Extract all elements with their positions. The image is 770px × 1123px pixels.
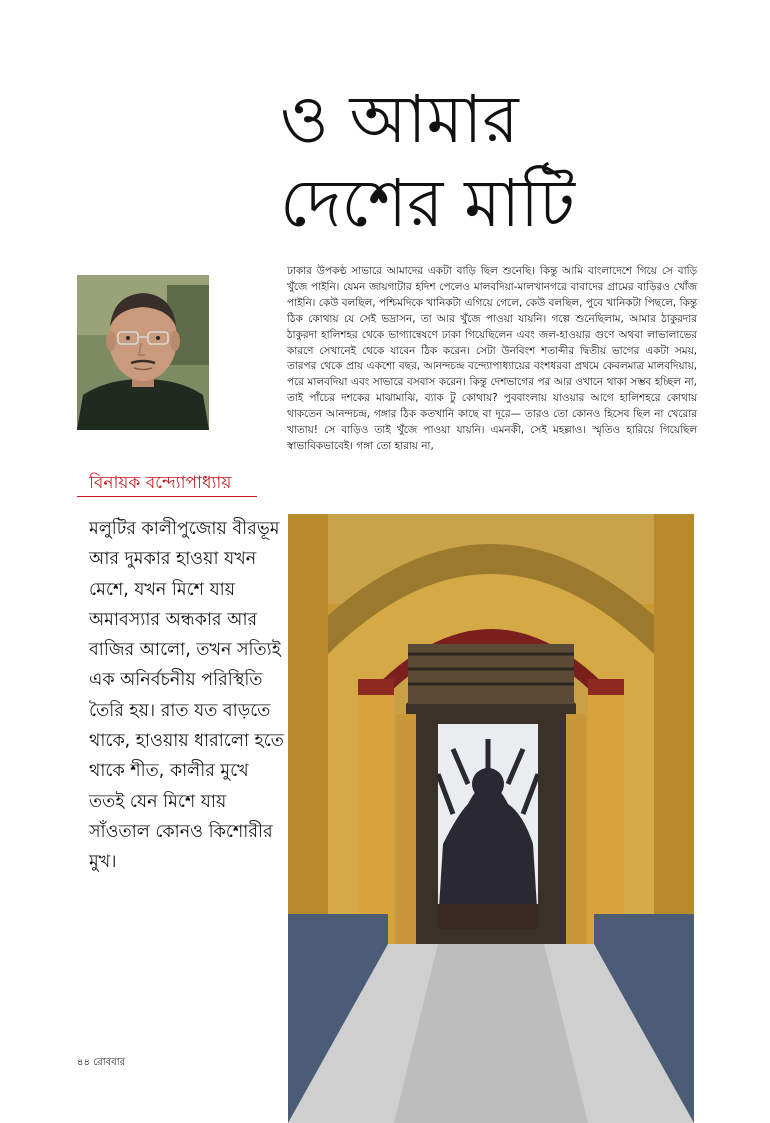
author-byline: বিনায়ক বন্দ্যোপাধ্যায় bbox=[89, 473, 232, 493]
page-folio: ৪৪ রোববার bbox=[77, 1057, 126, 1068]
byline-rule bbox=[77, 496, 257, 497]
article-body bbox=[287, 264, 697, 455]
body-paragraph: ঢাকার উপকণ্ঠ সাভারে আমাদের একটা বাড়ি ছিল শুনেছি। কিন্তু আমি বাংলাদেশে গিয়ে সে বাড়ি খুঁজে পাইনি। যেমন জায়গাটার হদিশ পেলেও মালবদিয়া-মালখানগরে বাবাদের গ্রামের বাড়িরও খোঁজ পাইনি। কেউ বলছিল, পশ্চিমদিকে খানিকটা এগিয়ে গেলে, কেউ বলছিল, পুবে খানিকটা পিছলে, কিন্তু ঠিক কোথায় যে সেই ভদ্রাসন, তা আর খুঁজে পাওয়া যায়নি। গল্পে শুনেছিলাম, আমার ঠাকুরদার ঠাকুরদা হালিশহর থেকে ভাগ্যান্বেষণে ঢাকা গিয়েছিলেন এবং জল-হাওয়ার গুণে অথবা লাভালাভের কারণে সেখানেই থেকে যাবেন ঠিক করেন। সেটা উনবিংশ শতাব্দীর দ্বিতীয় ভাগের একটা সময়, তারপর থেকে প্রায় একশো বছর, আনন্দচন্দ্র বন্দ্যোপাধ্যায়ের বংশধরবা প্রথমে কেবলমাত্র মালবদিয়ায়, পরে মালবদিয়া এবং সাভারে বসবাস করেন। কিন্তু দেশভাগের পর আর ওখানে থাকা সম্ভব হচ্ছিল না, তাই পাঁচের দশকের মাঝামাঝি, ব্যাক টু কোথায়? পুববাংলায় যাওয়ার আগে হালিশহরে কোথায় থাকতেন আনন্দচন্দ্র, গঙ্গার ঠিক কতখানি কাছে বা দূরে— তারও তো কোনও হিসেব ছিল না খেরোর খাতায়! সে বাড়িও তাই খুঁজে পাওয়া যায়নি। এমনকী, সেই মহল্লাও। স্মৃতিও হারিয়ে গিয়েছিল স্বাভাবিকভাবেই। গঙ্গা তো হারায় না, bbox=[287, 265, 697, 452]
corridor-photo bbox=[288, 514, 694, 1123]
headline-line-2: দেশের মাটি bbox=[280, 165, 575, 242]
headline bbox=[280, 78, 700, 246]
pull-quote: মলুটির কালীপুজোয় বীরভূম আর দুমকার হাওয়া যখন মেশে, যখন মিশে যায় অমাবস্যার অন্ধকার আর বাজির আলো, তখন সত্যিই এক অনির্বচনীয় পরিস্থিতি তৈরি হয়। রাত যত বাড়তে থাকে, হাওয়ায় ধারালো হতে থাকে শীত, কালীর মুখে ততই যেন মিশে যায় সাঁওতাল কোনও কিশোরীর মুখ। bbox=[89, 519, 284, 873]
author-photo bbox=[77, 275, 209, 430]
headline-line-1: ও আমার bbox=[280, 81, 519, 158]
author-portrait-image bbox=[77, 275, 209, 430]
temple-corridor-image bbox=[288, 514, 694, 1123]
